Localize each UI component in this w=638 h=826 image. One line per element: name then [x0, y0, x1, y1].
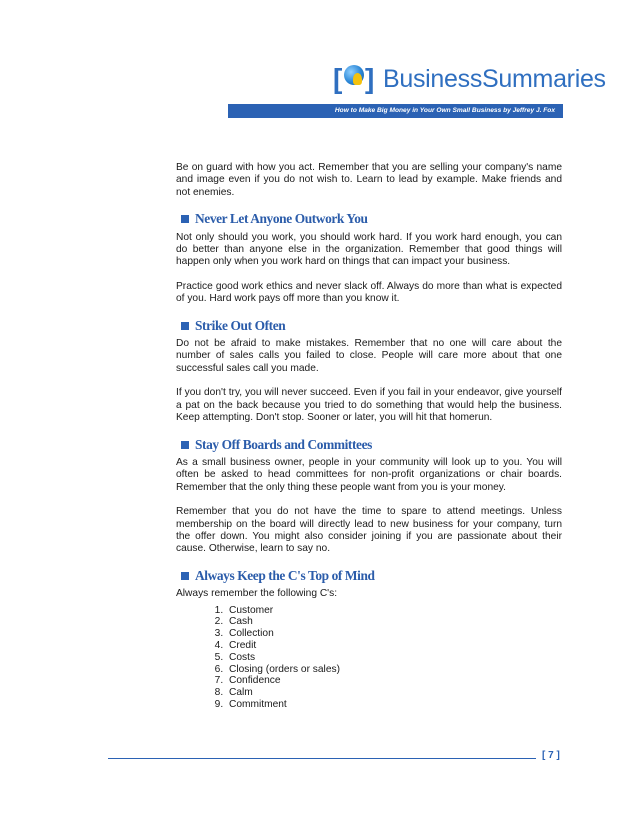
paragraph: If you don't try, you will never succeed. Even if you fail in your endeavor, give yourself a pat on the back because you tried to do something that would help the business. Keep attempting. Don't stop. Sooner or later, you will hit that homerun. — [176, 387, 562, 424]
section-strike-out-often — [176, 317, 562, 425]
section-always-keep-cs — [176, 567, 562, 711]
list-item: 8. Calm — [226, 687, 562, 699]
intro-paragraph: Be on guard with how you act. Remember that you are selling your company's name and image even if you do not wish to. Learn to lead by example. Make friends and not enemies. — [176, 162, 562, 198]
list-item: 2. Cash — [226, 616, 562, 628]
list-item: 7. Confidence — [226, 675, 562, 687]
section-heading — [176, 567, 562, 583]
list-item: 9. Commitment — [226, 699, 562, 711]
paragraph: Practice good work ethics and never slack off. Always do more than what is expected of you. Hard work pays off more than you know it. — [176, 280, 562, 305]
globe-bulb-icon: [ ] — [333, 63, 375, 94]
page-content — [176, 162, 562, 711]
logo-text: BusinessSummaries — [383, 64, 606, 93]
paragraph: Remember that you do not have the time to spare to attend meetings. Unless membership on the board will directly lead to new business for your company, turn the offer down. You might also consider joining if you are passionate about their cause. Otherwise, learn to say no. — [176, 506, 562, 555]
section-heading — [176, 317, 562, 333]
list-item: 4. Credit — [226, 640, 562, 652]
square-bullet-icon — [181, 215, 189, 223]
header-band — [228, 104, 563, 118]
section-stay-off-boards — [176, 436, 562, 556]
section-heading — [176, 213, 562, 225]
cs-list — [176, 605, 562, 711]
paragraph: Not only should you work, you should work hard. If you work hard enough, you can do better than anyone else in the organization. Remember that good things will happen only when you work hard on things that can impact your business. — [176, 231, 562, 268]
list-item: 6. Closing (orders or sales) — [226, 664, 562, 676]
list-item: 5. Costs — [226, 652, 562, 664]
section-never-let-anyone-outwork-you — [176, 213, 562, 305]
section-title: Strike Out Often — [195, 317, 286, 333]
section-title: Stay Off Boards and Committees — [195, 436, 372, 452]
section-heading — [176, 436, 562, 452]
header-subtitle: How to Make Big Money in Your Own Small Business by Jeffrey J. Fox — [334, 107, 555, 114]
footer-rule — [108, 758, 536, 759]
paragraph: Always remember the following C's: — [176, 588, 338, 600]
square-bullet-icon — [181, 322, 189, 330]
paragraph: Do not be afraid to make mistakes. Remember that no one will care about the number of sales calls you failed to close. People will care more about that one successful sales call you made. — [176, 338, 562, 374]
section-title: Always Keep the C's Top of Mind — [195, 567, 375, 583]
square-bullet-icon — [181, 441, 189, 449]
list-item: 1. Customer — [226, 605, 562, 617]
section-title: Never Let Anyone Outwork You — [195, 211, 368, 227]
business-summaries-logo — [333, 62, 606, 96]
page-number: [ 7 ] — [542, 750, 560, 761]
square-bullet-icon — [181, 572, 189, 580]
paragraph: As a small business owner, people in your community will look up to you. You will often be asked to head committees for non-profit organizations or chair boards. Remember that the only thing these people want from you is your money. — [176, 456, 562, 493]
list-item: 3. Collection — [226, 628, 562, 640]
